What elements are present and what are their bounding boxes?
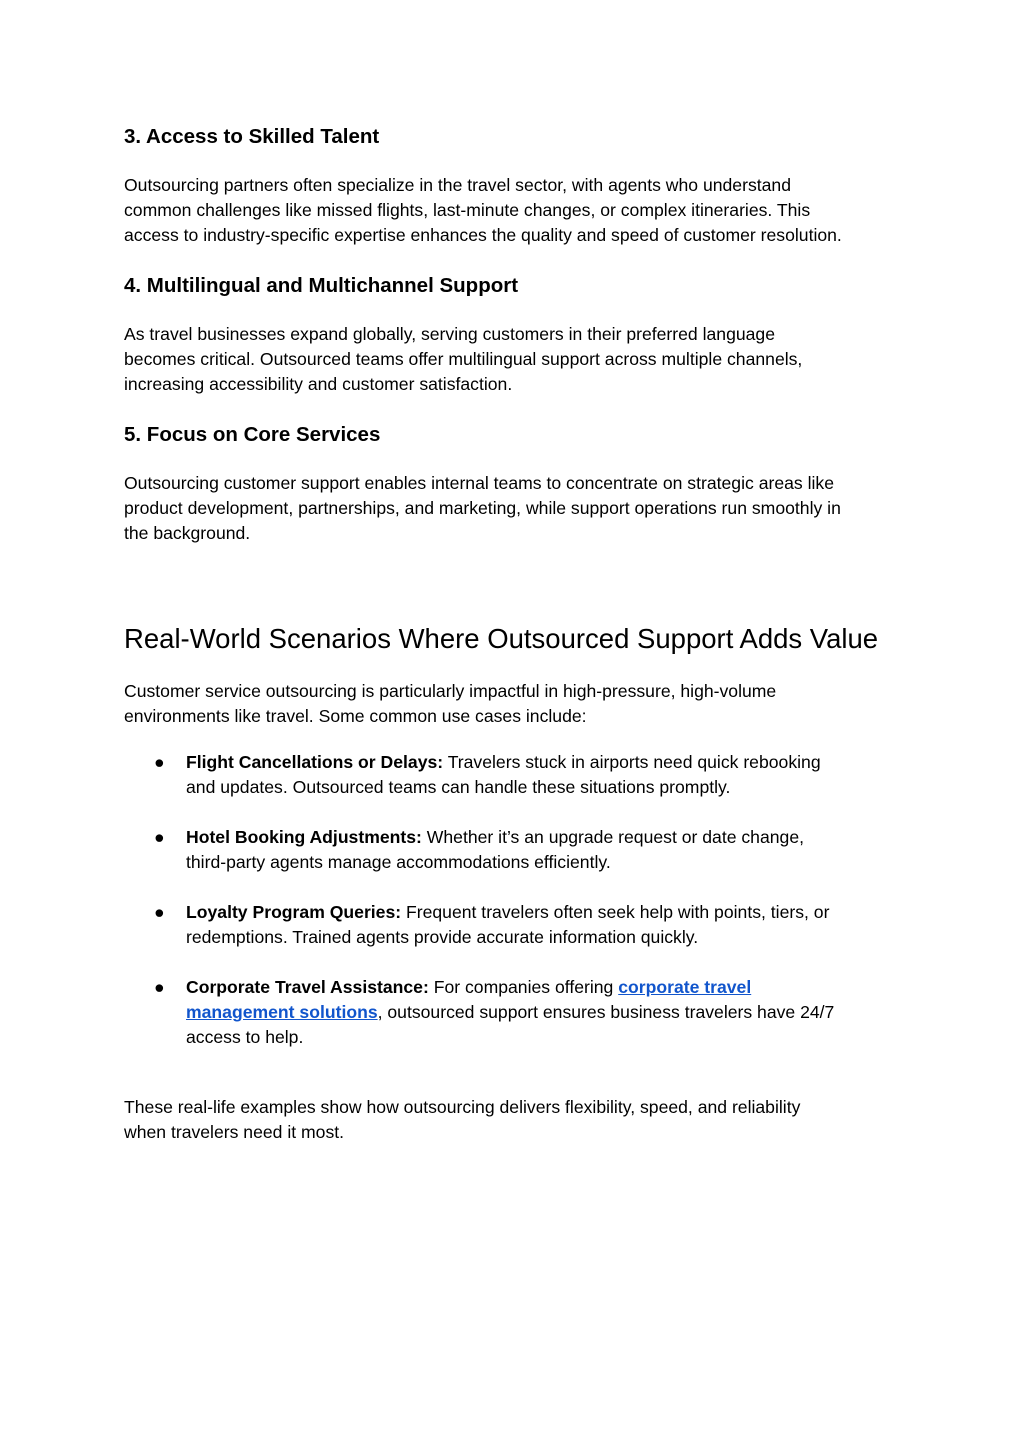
paragraph-line: increasing accessibility and customer satisfaction.	[124, 374, 513, 394]
section-heading-multilingual: 4. Multilingual and Multichannel Support	[124, 274, 519, 297]
paragraph-line: the background.	[124, 523, 251, 543]
bullet-text: Travelers stuck in airports need quick rebooking	[443, 752, 821, 772]
section-paragraph-skilled-talent	[124, 173, 914, 248]
paragraph-line: product development, partnerships, and marketing, while support operations run smoothly in	[124, 498, 841, 518]
section-paragraph-multilingual	[124, 322, 914, 397]
bullet-label: Hotel Booking Adjustments:	[186, 827, 422, 847]
paragraph-line: becomes critical. Outsourced teams offer multilingual support across multiple channels,	[124, 349, 803, 369]
paragraph-line: environments like travel. Some common use cases include:	[124, 706, 587, 726]
scenarios-intro	[124, 679, 914, 729]
bullet-text: third-party agents manage accommodations efficiently.	[186, 852, 611, 872]
bullet-text: , outsourced support ensures business travelers have 24/7	[377, 1002, 835, 1022]
paragraph-line: Outsourcing partners often specialize in the travel sector, with agents who understand	[124, 175, 791, 195]
corporate-travel-link[interactable]: management solutions	[186, 1002, 378, 1022]
scenarios-heading: Real-World Scenarios Where Outsourced Support Adds Value	[124, 623, 879, 654]
paragraph-line: when travelers need it most.	[124, 1122, 345, 1142]
corporate-travel-link[interactable]: corporate travel	[618, 977, 752, 997]
bullet-text: redemptions. Trained agents provide accurate information quickly.	[186, 927, 699, 947]
paragraph-line: As travel businesses expand globally, serving customers in their preferred language	[124, 324, 775, 344]
paragraph-line: Customer service outsourcing is particularly impactful in high-pressure, high-volume	[124, 681, 777, 701]
bullet-text: For companies offering	[428, 977, 619, 997]
paragraph-line: These real-life examples show how outsourcing delivers flexibility, speed, and reliability	[124, 1097, 801, 1117]
closing-paragraph	[124, 1095, 914, 1145]
section-heading-skilled-talent: 3. Access to Skilled Talent	[124, 125, 380, 148]
bullet-text: access to help.	[186, 1027, 304, 1047]
bullet-text: Whether it’s an upgrade request or date change,	[421, 827, 804, 847]
bullet-text: Frequent travelers often seek help with points, tiers, or	[401, 902, 830, 922]
paragraph-line: access to industry-specific expertise enhances the quality and speed of customer resolution.	[124, 225, 842, 245]
bullet-icon: ●	[154, 827, 165, 847]
bullet-icon: ●	[154, 977, 165, 997]
paragraph-line: common challenges like missed flights, last-minute changes, or complex itineraries. This	[124, 200, 811, 220]
bullet-label: Flight Cancellations or Delays:	[186, 752, 444, 772]
bullet-icon: ●	[154, 902, 165, 922]
section-heading-core-services: 5. Focus on Core Services	[124, 423, 381, 446]
section-paragraph-core-services	[124, 471, 914, 546]
bullet-icon: ●	[154, 752, 165, 772]
bullet-text: and updates. Outsourced teams can handle these situations promptly.	[186, 777, 731, 797]
bullet-label: Loyalty Program Queries:	[186, 902, 402, 922]
bullet-label: Corporate Travel Assistance:	[186, 977, 429, 997]
paragraph-line: Outsourcing customer support enables internal teams to concentrate on strategic areas like	[124, 473, 834, 493]
